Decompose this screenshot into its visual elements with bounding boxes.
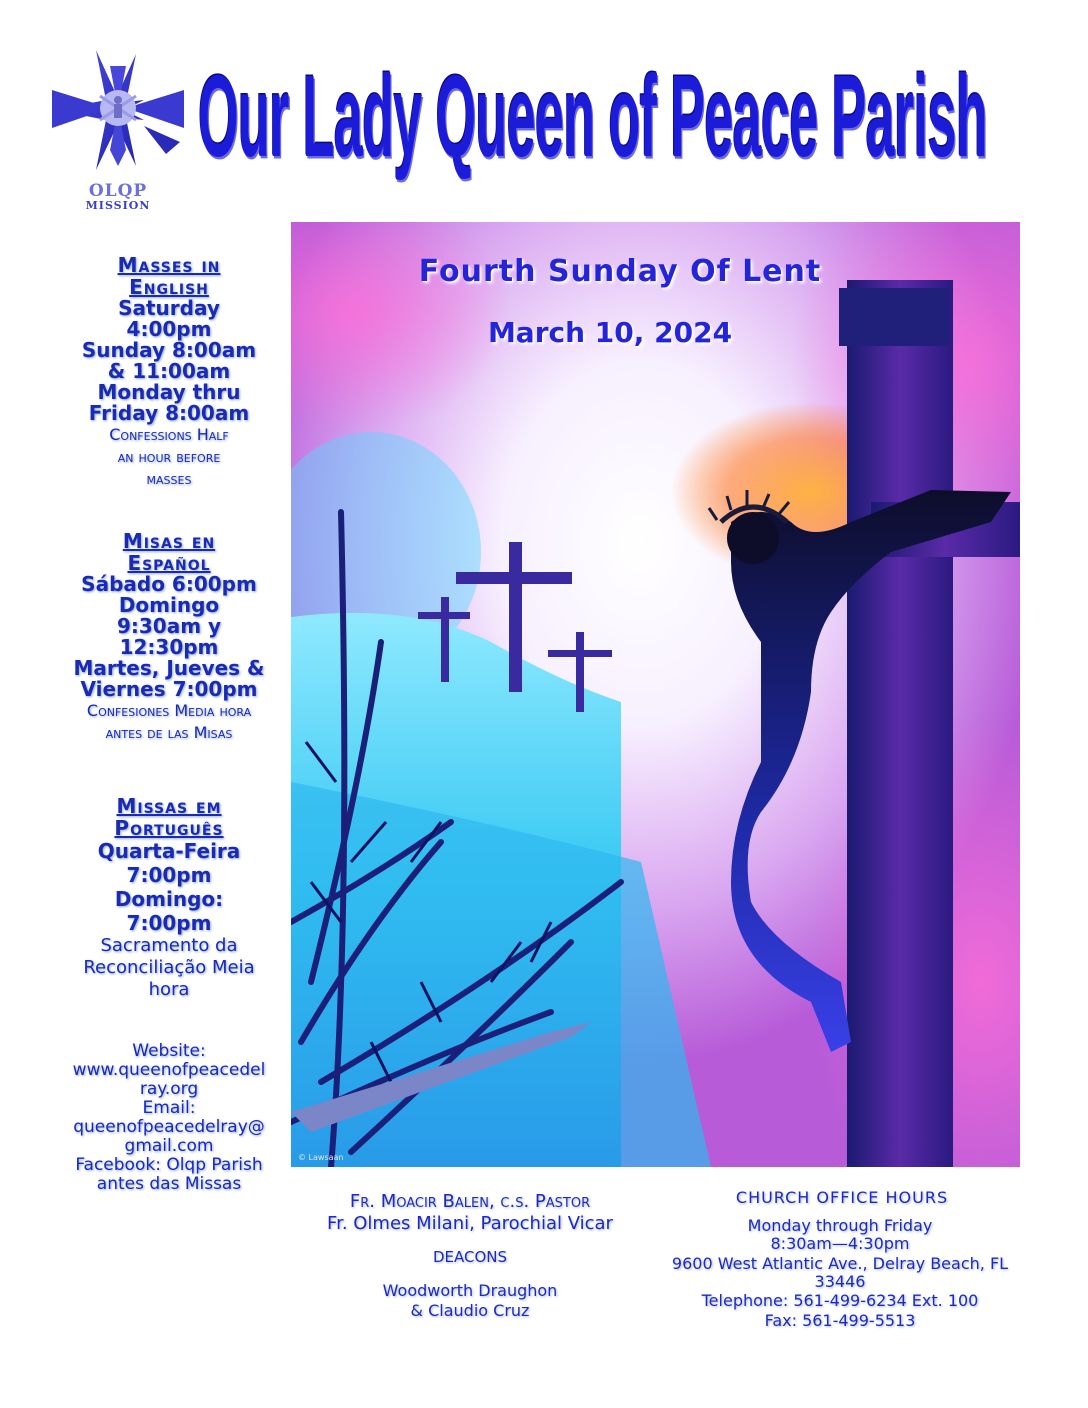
contact-website-url[interactable]: www.queenofpeacedel [72, 1060, 266, 1080]
spanish-heading-2: Español [127, 551, 211, 575]
portuguese-heading-2: Português [114, 816, 224, 840]
vicar-name: Fr. Olmes Milani, Parochial Vicar [327, 1213, 613, 1234]
hero-title: Fourth Sunday Of Lent [418, 254, 822, 289]
spanish-line: 12:30pm [119, 635, 219, 659]
portuguese-confession: hora [148, 979, 190, 1000]
logo-bottom-text: MISSION [85, 199, 151, 212]
crucifixion-illustration [291, 222, 1020, 1167]
spanish-confession: antes de las Misas [105, 723, 233, 742]
portuguese-confession: Reconciliação Meia [83, 957, 255, 978]
spanish-line: Viernes 7:00pm [80, 677, 258, 701]
portuguese-line: Domingo: [114, 887, 224, 911]
spanish-line: Sábado 6:00pm [81, 572, 257, 596]
english-confession: Confessions Half [109, 425, 229, 444]
contact-facebook: Facebook: Olqp Parish [75, 1155, 263, 1175]
spanish-line: 9:30am y [116, 614, 222, 638]
english-line: Sunday 8:00am [81, 338, 257, 362]
contact-note: antes das Missas [96, 1174, 242, 1194]
portuguese-line: 7:00pm [126, 911, 212, 935]
deacon-name: Woodworth Draughon [382, 1281, 558, 1300]
contact-email-label: Email: [142, 1098, 196, 1118]
english-line: 4:00pm [126, 317, 212, 341]
deacons-heading: DEACONS [432, 1248, 508, 1266]
portuguese-masses-section [48, 795, 290, 1001]
contact-website-label: Website: [132, 1041, 206, 1061]
contact-email[interactable]: queenofpeacedelray@ [73, 1117, 265, 1137]
english-heading-1: Masses in [117, 253, 221, 277]
english-line: Monday thru [97, 380, 241, 404]
logo-label [58, 183, 178, 211]
logo-top-text: OLQP [88, 181, 148, 201]
image-copyright: © Lawsaan [298, 1153, 344, 1162]
office-phone[interactable]: Telephone: 561-499-6234 Ext. 100 [701, 1291, 979, 1310]
office-hours: 8:30am—4:30pm [770, 1234, 910, 1253]
english-line: Saturday [118, 296, 220, 320]
english-line: Friday 8:00am [88, 401, 250, 425]
deacon-name: & Claudio Cruz [410, 1301, 530, 1320]
spanish-masses-section [48, 530, 290, 744]
portuguese-heading-1: Missas em [116, 794, 222, 818]
spanish-line: Domingo [118, 593, 220, 617]
english-masses-section [48, 254, 290, 490]
pastor-name: Fr. Moacir Balen, c.s. Pastor [349, 1191, 591, 1212]
hero-date: March 10, 2024 [487, 316, 733, 349]
office-days: Monday through Friday [747, 1216, 933, 1235]
spanish-line: Martes, Jueves & [73, 656, 265, 680]
contact-website-url-cont[interactable]: ray.org [139, 1079, 199, 1099]
office-zip: 33446 [814, 1272, 866, 1291]
office-hours-heading: CHURCH OFFICE HOURS [735, 1188, 949, 1207]
office-fax: Fax: 561-499-5513 [764, 1311, 916, 1330]
contact-section [46, 1042, 292, 1194]
english-confession: an hour before [117, 447, 221, 466]
office-address: 9600 West Atlantic Ave., Delray Beach, FL [671, 1254, 1009, 1273]
spanish-heading-1: Misas en [122, 529, 216, 553]
english-confession: masses [146, 469, 192, 488]
portuguese-line: 7:00pm [126, 863, 212, 887]
portuguese-line: Quarta-Feira [97, 839, 241, 863]
english-heading-2: English [129, 275, 209, 299]
parish-title: Our Lady Queen of Peace Parish [198, 51, 987, 181]
english-line: & 11:00am [107, 359, 231, 383]
contact-email-cont[interactable]: gmail.com [124, 1136, 214, 1156]
spanish-confession: Confesiones Media hora [86, 701, 252, 720]
portuguese-confession: Sacramento da [100, 935, 238, 956]
